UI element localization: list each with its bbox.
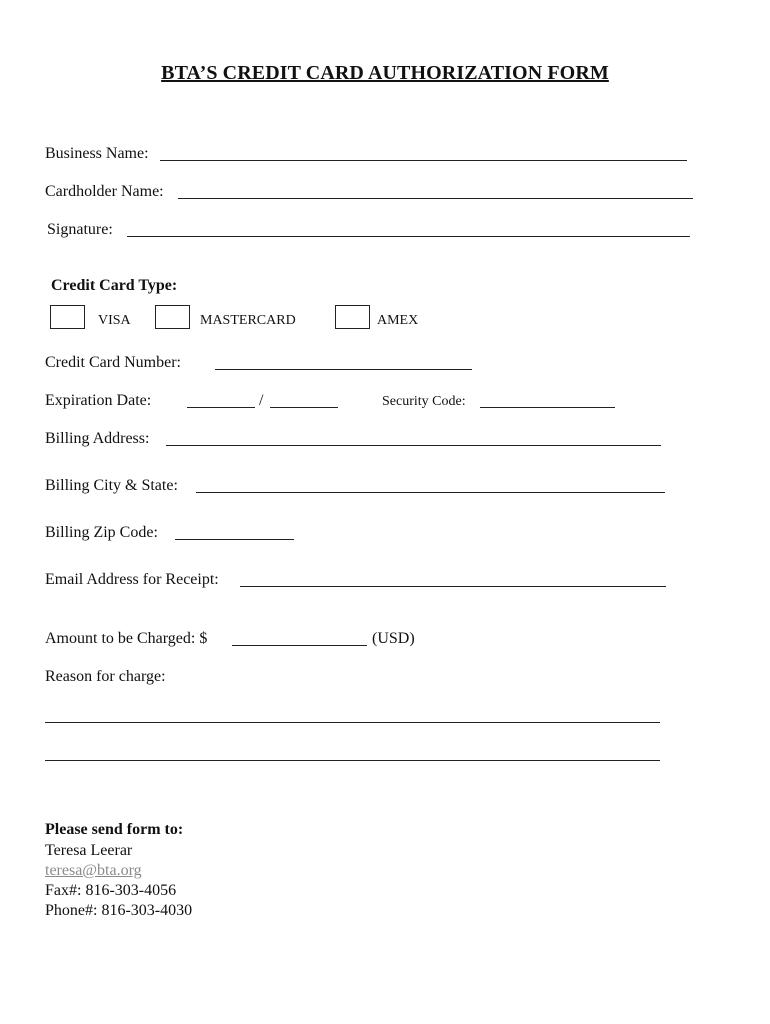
expiration-year-field[interactable]	[270, 407, 338, 408]
contact-name: Teresa Leerar	[45, 842, 133, 859]
billing-zip-label: Billing Zip Code:	[45, 524, 158, 541]
billing-city-state-label: Billing City & State:	[45, 477, 178, 494]
mastercard-checkbox[interactable]	[155, 305, 190, 329]
signature-field[interactable]	[127, 236, 690, 237]
expiration-separator: /	[259, 392, 264, 409]
amex-checkbox[interactable]	[335, 305, 370, 329]
billing-city-state-field[interactable]	[196, 492, 665, 493]
form-title: BTA’S CREDIT CARD AUTHORIZATION FORM	[161, 62, 609, 84]
business-name-label: Business Name:	[45, 145, 149, 162]
expiration-date-label: Expiration Date:	[45, 392, 152, 409]
billing-address-field[interactable]	[166, 445, 661, 446]
amount-field[interactable]	[232, 645, 367, 646]
expiration-month-field[interactable]	[187, 407, 255, 408]
billing-address-label: Billing Address:	[45, 430, 150, 447]
security-code-label: Security Code:	[382, 394, 466, 409]
contact-fax: Fax#: 816-303-4056	[45, 882, 177, 899]
cardholder-name-field[interactable]	[178, 198, 693, 199]
contact-phone: Phone#: 816-303-4030	[45, 902, 193, 919]
mastercard-label: MASTERCARD	[200, 313, 296, 328]
cardholder-name-label: Cardholder Name:	[45, 183, 164, 200]
send-form-heading: Please send form to:	[45, 821, 184, 838]
email-receipt-label: Email Address for Receipt:	[45, 571, 219, 588]
security-code-field[interactable]	[480, 407, 615, 408]
business-name-field[interactable]	[160, 160, 687, 161]
contact-email-link[interactable]: teresa@bta.org	[45, 862, 142, 879]
card-number-field[interactable]	[215, 369, 472, 370]
signature-label: Signature:	[47, 221, 113, 238]
billing-zip-field[interactable]	[175, 539, 294, 540]
amex-label: AMEX	[377, 313, 419, 328]
visa-checkbox[interactable]	[50, 305, 85, 329]
reason-label: Reason for charge:	[45, 668, 166, 685]
visa-label: VISA	[98, 313, 131, 328]
card-type-heading: Credit Card Type:	[51, 277, 178, 294]
card-number-label: Credit Card Number:	[45, 354, 181, 371]
reason-field-line-1[interactable]	[45, 722, 660, 723]
amount-label: Amount to be Charged: $	[45, 630, 208, 647]
email-receipt-field[interactable]	[240, 586, 666, 587]
currency-label: (USD)	[372, 630, 415, 647]
reason-field-line-2[interactable]	[45, 760, 660, 761]
